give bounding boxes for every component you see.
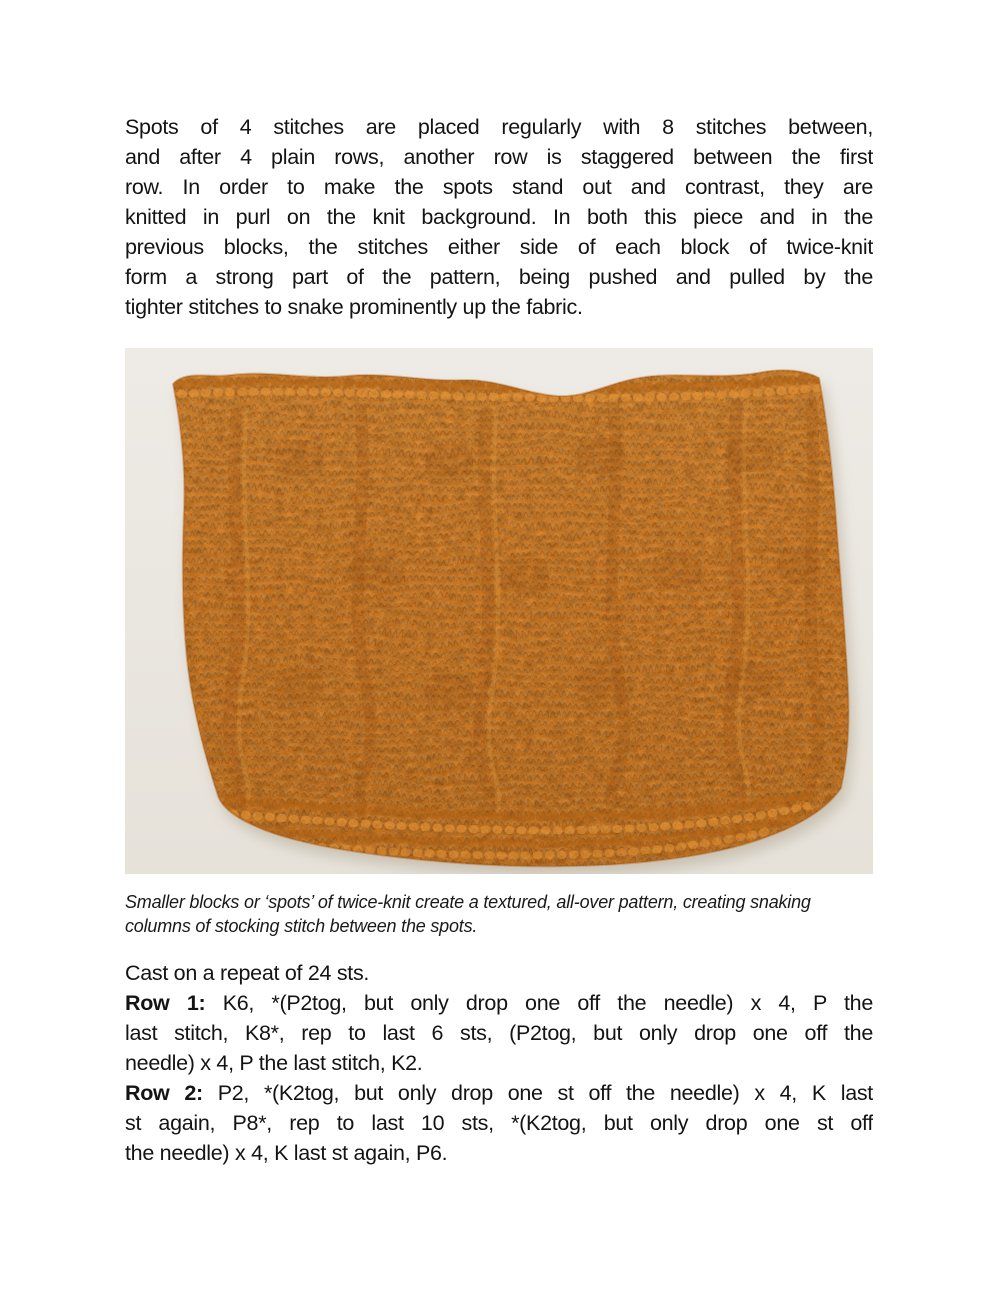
photo-caption	[125, 891, 873, 938]
swatch-photo	[125, 348, 873, 874]
caption-line: Smaller blocks or ‘spots’ of twice-knit create a textured, all-over pattern, creating snaking	[125, 892, 811, 912]
swatch-photo-svg	[125, 348, 873, 874]
swatch-shape	[125, 348, 873, 874]
intro-line: and after 4 plain rows, another row is staggered between the first	[125, 145, 873, 169]
intro-line: Spots of 4 stitches are placed regularly with 8 stitches between,	[125, 115, 873, 139]
row-text: P2, *(K2tog, but only drop one st off the needle) x 4, K last	[217, 1081, 873, 1105]
row-label: Row 1:	[125, 991, 206, 1015]
pattern-row-line	[125, 1078, 873, 1108]
row-label: Row 2:	[125, 1081, 203, 1105]
row-text: K6, *(P2tog, but only drop one off the needle) x 4, P the	[222, 991, 873, 1015]
caption-line: columns of stocking stitch between the spots.	[125, 915, 478, 936]
intro-line: previous blocks, the stitches either side of each block of twice-knit	[125, 235, 873, 259]
intro-paragraph	[125, 112, 873, 322]
cast-on-line: Cast on a repeat of 24 sts.	[125, 961, 370, 985]
pattern-row-line: st again, P8*, rep to last 10 sts, *(K2tog, but only drop one st off	[125, 1111, 873, 1135]
intro-line: row. In order to make the spots stand out and contrast, they are	[125, 175, 873, 199]
intro-line: knitted in purl on the knit background. In both this piece and in the	[125, 205, 873, 229]
pattern-row-line: the needle) x 4, K last st again, P6.	[125, 1141, 448, 1165]
pattern-row-line: last stitch, K8*, rep to last 6 sts, (P2tog, but only drop one off the	[125, 1021, 873, 1045]
pattern-row-line	[125, 988, 873, 1018]
intro-line: form a strong part of the pattern, being pushed and pulled by the	[125, 265, 873, 289]
intro-line: tighter stitches to snake prominently up the fabric.	[125, 295, 583, 319]
pattern-instructions	[125, 958, 873, 1168]
pattern-row-line: needle) x 4, P the last stitch, K2.	[125, 1051, 423, 1075]
